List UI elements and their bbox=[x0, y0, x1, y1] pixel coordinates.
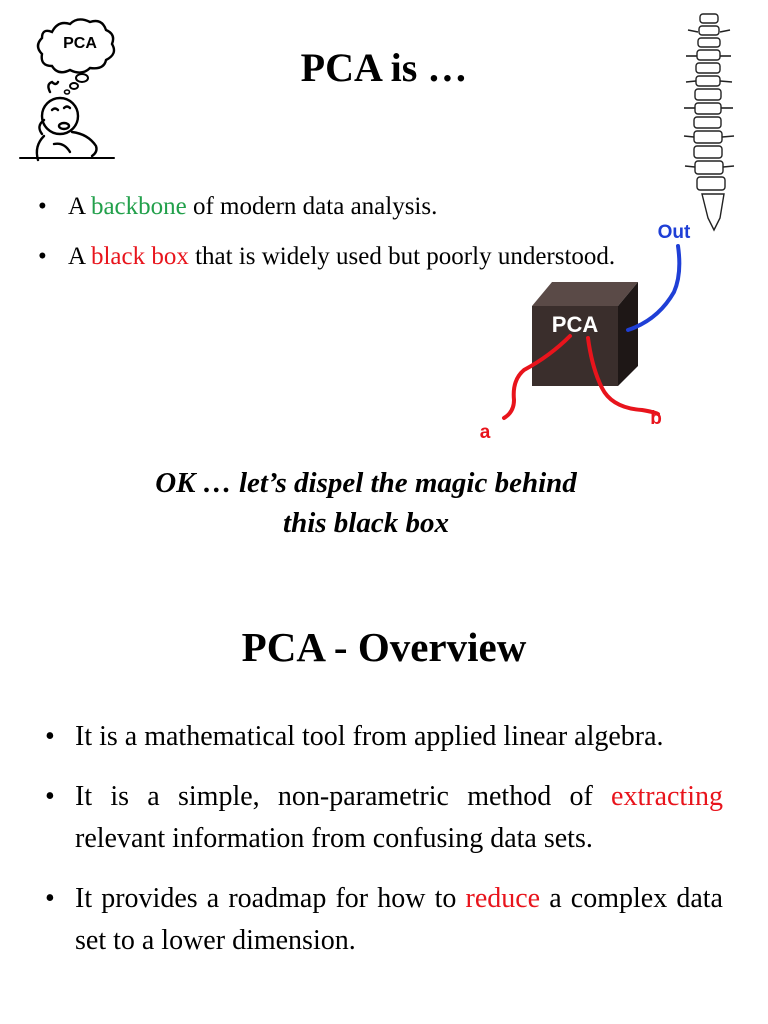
slide-pca-overview bbox=[0, 580, 768, 1024]
slide-title: PCA is … bbox=[300, 45, 468, 90]
bullet-list bbox=[45, 716, 723, 980]
bullet-item bbox=[45, 878, 723, 962]
slide-title: PCA - Overview bbox=[241, 624, 527, 670]
bullet-text: of modern data analysis. bbox=[186, 193, 438, 220]
black-box-cube bbox=[532, 282, 638, 386]
tagline-line: OK … let’s dispel the magic behind bbox=[155, 467, 577, 499]
bullet-text: relevant information from confusing data sets. bbox=[75, 823, 593, 854]
bullet-dot: • bbox=[45, 883, 55, 914]
bullet-dot: • bbox=[45, 781, 55, 812]
bullet-dot: • bbox=[38, 243, 47, 270]
highlight-extracting: extracting bbox=[611, 781, 723, 812]
input-label-b: b bbox=[650, 408, 662, 429]
bullet-text: It is a mathematical tool from applied linear algebra. bbox=[75, 721, 664, 752]
bullet-dot: • bbox=[45, 721, 55, 752]
bullet-text: that is widely used but poorly understood. bbox=[188, 243, 616, 270]
spine-illustration bbox=[678, 8, 740, 238]
bullet-dot: • bbox=[38, 193, 47, 220]
tagline-line: this black box bbox=[283, 507, 449, 539]
thought-bubble-text: PCA bbox=[63, 35, 97, 52]
output-label: Out bbox=[657, 222, 691, 243]
highlight-black-box: black box bbox=[90, 243, 189, 270]
highlight-reduce: reduce bbox=[465, 883, 541, 914]
highlight-backbone: backbone bbox=[90, 193, 187, 220]
bullet-item bbox=[45, 716, 723, 758]
bullet-text: a complex data set to a lower dimension. bbox=[75, 883, 723, 956]
bullet-text: A bbox=[68, 243, 91, 270]
tagline bbox=[70, 463, 662, 543]
input-label-a: a bbox=[479, 422, 491, 443]
bullet-text: It is a simple, non-parametric method of bbox=[75, 781, 612, 812]
black-box-label: PCA bbox=[551, 312, 599, 337]
bullet-text: It provides a roadmap for how to bbox=[75, 883, 466, 914]
bullet-item bbox=[45, 776, 723, 860]
black-box-diagram bbox=[476, 216, 706, 446]
bullet-text: A bbox=[68, 193, 91, 220]
